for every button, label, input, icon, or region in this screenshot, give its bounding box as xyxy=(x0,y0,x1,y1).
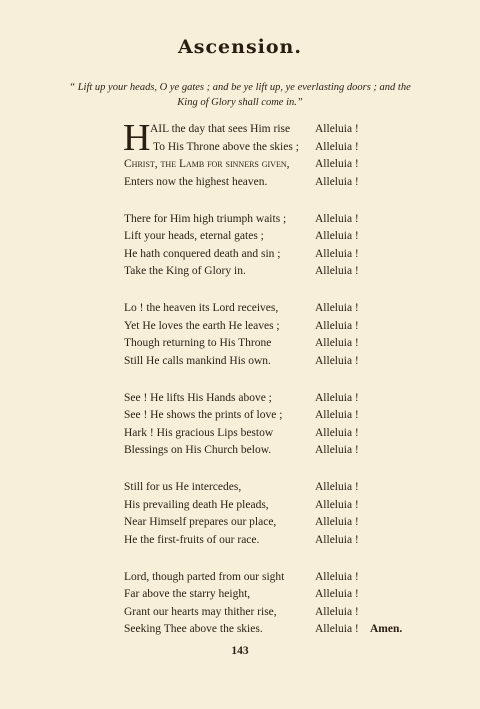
stanza xyxy=(124,211,424,281)
verse-line xyxy=(124,532,424,550)
verse-line xyxy=(124,407,424,425)
verse-text: See ! He lifts His Hands above ; xyxy=(124,391,272,404)
verse-line xyxy=(124,228,424,246)
verse-text: Take the King of Glory in. xyxy=(124,265,246,277)
verse-text: Seeking Thee above the skies. xyxy=(124,623,263,635)
verse-line xyxy=(124,621,424,639)
refrain: Alleluia ! xyxy=(315,533,359,546)
stanza xyxy=(124,479,424,549)
hymn-text xyxy=(123,117,424,658)
verse-text: Far above the starry height, xyxy=(124,588,251,600)
verse-line xyxy=(124,246,424,264)
refrain: Alleluia ! xyxy=(315,337,359,349)
refrain: Alleluia ! xyxy=(315,605,359,618)
refrain: Alleluia ! xyxy=(315,588,359,600)
stanza xyxy=(124,390,424,460)
verse-text: Lo ! the heaven its Lord receives, xyxy=(124,302,279,314)
verse-line xyxy=(124,211,424,229)
refrain: Alleluia ! xyxy=(315,623,359,635)
refrain: Alleluia ! xyxy=(315,481,359,493)
verse-text: He the first-fruits of our race. xyxy=(124,533,260,546)
verse-text: Enters now the highest heaven. xyxy=(124,175,268,188)
verse-line xyxy=(124,514,424,532)
verse-text: His prevailing death He pleads, xyxy=(124,498,269,511)
verse-line xyxy=(124,335,424,353)
verse-line xyxy=(124,604,424,622)
verse-line xyxy=(124,318,424,336)
verse-line xyxy=(124,497,424,515)
refrain: Alleluia ! xyxy=(315,212,359,225)
verse-text: Grant our hearts may thither rise, xyxy=(124,605,277,618)
verse-text: AIL the day that sees Him rise xyxy=(150,123,291,135)
refrain: Alleluia ! xyxy=(315,391,359,404)
verse-text: Still for us He intercedes, xyxy=(124,481,242,493)
refrain: Alleluia ! xyxy=(315,140,359,153)
epigraph: “ Lift up your heads, O ye gates ; and be ye lift up, ye everlasting doors ; and the King of Glory shall come in.” xyxy=(69,82,411,108)
verse-text: Yet He loves the earth He leaves ; xyxy=(124,319,280,332)
verse-text: Near Himself prepares our place, xyxy=(124,516,277,528)
page-number: 143 xyxy=(231,645,249,657)
verse-line xyxy=(124,156,424,174)
refrain: Alleluia ! xyxy=(315,319,359,332)
verse-text: Lift your heads, eternal gates ; xyxy=(124,230,264,242)
refrain: Alleluia ! xyxy=(315,230,359,242)
verse-line xyxy=(124,139,424,157)
verse-line xyxy=(124,569,424,587)
refrain: Alleluia ! xyxy=(315,444,359,456)
verse-text: He hath conquered death and sin ; xyxy=(124,247,281,260)
verse-text: Though returning to His Throne xyxy=(124,337,272,349)
verse-line xyxy=(124,442,424,460)
refrain: Alleluia ! xyxy=(315,158,359,170)
refrain: Alleluia ! xyxy=(315,409,359,421)
verse-text: See ! He shows the prints of love ; xyxy=(124,409,283,421)
verse-line xyxy=(124,263,424,281)
verse-text: Blessings on His Church below. xyxy=(124,444,272,456)
refrain: Alleluia ! xyxy=(315,265,359,277)
refrain: Alleluia ! xyxy=(315,498,359,511)
verse-text: Christ, the Lamb for sinners given, xyxy=(124,158,290,170)
stanza xyxy=(124,569,424,639)
verse-line xyxy=(124,425,424,443)
verse-text: To His Throne above the skies ; xyxy=(153,140,299,153)
refrain: Alleluia ! xyxy=(315,302,359,314)
refrain: Alleluia ! xyxy=(315,354,359,367)
verse-text: Hark ! His gracious Lips bestow xyxy=(124,426,274,439)
page-title: Ascension. xyxy=(178,36,302,58)
refrain: Alleluia ! xyxy=(315,426,359,439)
verse-text: Lord, though parted from our sight xyxy=(124,570,285,583)
refrain: Alleluia ! xyxy=(315,123,359,135)
verse-line xyxy=(124,300,424,318)
drop-cap: H xyxy=(123,117,151,159)
stanza xyxy=(124,300,424,370)
stanza xyxy=(123,117,424,191)
verse-line xyxy=(124,174,424,192)
refrain: Alleluia ! xyxy=(315,570,359,583)
refrain: Alleluia ! xyxy=(315,175,359,188)
verse-line xyxy=(124,353,424,371)
verse-text: Still He calls mankind His own. xyxy=(124,354,271,367)
refrain: Alleluia ! xyxy=(315,247,359,260)
verse-line xyxy=(124,479,424,497)
verse-line xyxy=(124,390,424,408)
verse-line xyxy=(124,586,424,604)
amen: Amen. xyxy=(370,623,403,635)
verse-text: There for Him high triumph waits ; xyxy=(124,212,287,225)
refrain: Alleluia ! xyxy=(315,516,359,528)
